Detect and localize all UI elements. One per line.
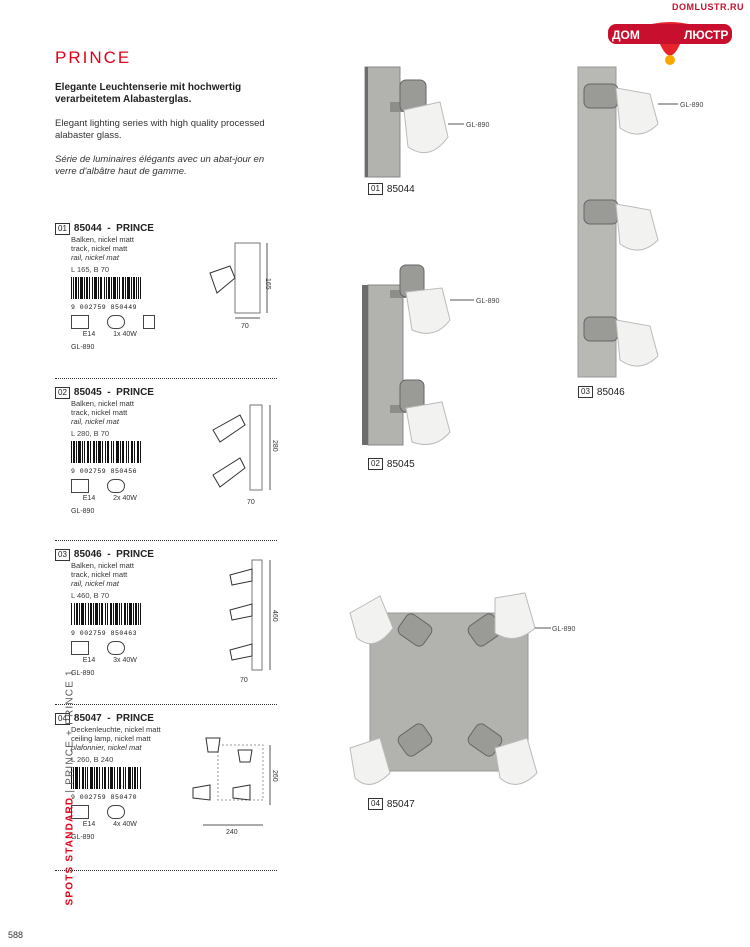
dimensions: L 280, B 70: [71, 429, 110, 438]
barcode-graphic: [71, 277, 141, 299]
product-code: 85045: [73, 387, 102, 398]
technical-drawing-85045: [205, 400, 290, 510]
product-name: PRINCE: [116, 223, 154, 234]
socket-icon: [71, 315, 89, 329]
page-number: 588: [8, 930, 24, 940]
product-code: 85046: [73, 549, 102, 560]
technical-drawing-85047: [188, 730, 288, 838]
desc-de: Balken, nickel matt: [71, 235, 134, 244]
glass-code: GL-890: [71, 508, 95, 515]
bulb-icon: [107, 641, 125, 655]
dimensions: L 260, B 240: [71, 755, 114, 764]
desc-de: Deckenleuchte, nickel matt: [71, 725, 161, 734]
desc-en: ceiling lamp, nickel matt: [71, 734, 151, 743]
product-photo-85044: [360, 62, 510, 180]
logo-right-text: ЛЮСТР: [684, 28, 729, 42]
bulb-icon: [107, 805, 125, 819]
product-number: 04: [55, 713, 70, 725]
product-name: PRINCE: [116, 713, 154, 724]
product-name: PRINCE: [116, 387, 154, 398]
desc-fr: rail, nickel mat: [71, 253, 119, 262]
side-section-label: SPOTS STANDARD | PRINCE + PRINCE 1: [64, 669, 76, 906]
socket-label: E14: [82, 821, 96, 828]
barcode-number: 9 002759 850456: [71, 468, 138, 475]
switch-icon: [143, 315, 155, 329]
dimensions: L 165, B 70: [71, 265, 110, 274]
barcode-graphic: [71, 767, 141, 789]
bulb-icon: [107, 315, 125, 329]
dim-width: 70: [241, 323, 249, 330]
desc-en: track, nickel matt: [71, 408, 128, 417]
desc-en: track, nickel matt: [71, 244, 128, 253]
divider: [55, 378, 277, 379]
glass-callout: GL-890: [552, 626, 576, 633]
product-name: PRINCE: [116, 549, 154, 560]
dim-width: 70: [247, 499, 255, 506]
barcode-number: 9 002759 850463: [71, 630, 138, 637]
product-photo-85047: [345, 588, 585, 798]
power-label: 1x 40W: [113, 331, 137, 338]
desc-en: track, nickel matt: [71, 570, 128, 579]
glass-callout: GL-890: [476, 298, 500, 305]
dim-height: 280: [271, 440, 278, 452]
logo-left-text: ДОМ: [612, 28, 640, 42]
divider: [55, 704, 277, 705]
desc-fr: rail, nickel mat: [71, 417, 119, 426]
glass-callout: GL-890: [680, 102, 704, 109]
product-block: 01 85044 - PRINCE Balken, nickel matt track, nickel matt rail, nickel mat L 165, B 70 9 002759 850449 E14 1x 40W GL-890: [55, 222, 277, 351]
barcode-graphic: [71, 603, 141, 625]
barcode-number: 9 002759 850470: [71, 794, 138, 801]
power-label: 4x 40W: [113, 821, 137, 828]
desc-de: Balken, nickel matt: [71, 399, 134, 408]
socket-icon: [71, 479, 89, 493]
site-url[interactable]: DOMLUSTR.RU: [672, 2, 744, 12]
power-label: 2x 40W: [113, 495, 137, 502]
dim-width: 70: [240, 677, 248, 684]
bulb-icon: [107, 479, 125, 493]
glass-code: GL-890: [71, 834, 95, 841]
product-block: 02 85045 - PRINCE Balken, nickel matt track, nickel matt rail, nickel mat L 280, B 70 9 002759 850456 E14 2x 40W GL-890: [55, 386, 277, 515]
socket-label: E14: [82, 657, 96, 664]
divider: [55, 540, 277, 541]
desc-fr: plafonnier, nickel mat: [71, 743, 142, 752]
desc-fr: rail, nickel mat: [71, 579, 119, 588]
dim-width: 240: [226, 829, 238, 836]
technical-drawing-85044: [195, 238, 285, 330]
photo-label: 01 85044: [368, 183, 415, 195]
glass-callout: GL-890: [466, 122, 490, 129]
technical-drawing-85046: [222, 555, 292, 685]
photo-label: 02 85045: [368, 458, 415, 470]
divider: [55, 870, 277, 871]
product-number: 01: [55, 223, 70, 235]
barcode-graphic: [71, 441, 141, 463]
intro-french: Série de luminaires élégants avec un abat-jour en verre d'albâtre haut de gamme.: [55, 154, 265, 177]
barcode-number: 9 002759 850449: [71, 304, 138, 311]
intro-german: Elegante Leuchtenserie mit hochwertig verarbeitetem Alabasterglas.: [55, 82, 242, 105]
dimensions: L 460, B 70: [71, 591, 110, 600]
brand-logo: [600, 12, 740, 67]
glass-code: GL-890: [71, 670, 95, 677]
page-title: PRINCE: [55, 48, 132, 67]
product-photo-85046: [570, 62, 720, 382]
photo-label: 03 85046: [578, 386, 625, 398]
product-photo-85045: [360, 260, 510, 450]
dim-height: 165: [264, 278, 271, 290]
intro-english: Elegant lighting series with high quality processed alabaster glass.: [55, 118, 265, 141]
power-label: 3x 40W: [113, 657, 137, 664]
product-number: 03: [55, 549, 70, 561]
photo-label: 04 85047: [368, 798, 415, 810]
product-block: 04 85047 - PRINCE Deckenleuchte, nickel matt ceiling lamp, nickel matt plafonnier, nickel mat L 260, B 240 9 002759 850470 E14 4x 40W GL-890: [55, 712, 277, 841]
dim-height: 460: [271, 610, 278, 622]
product-number: 02: [55, 387, 70, 399]
dim-height: 260: [271, 770, 278, 782]
socket-label: E14: [82, 495, 96, 502]
product-code: 85047: [73, 713, 102, 724]
product-code: 85044: [73, 223, 102, 234]
glass-code: GL-890: [71, 344, 95, 351]
product-block: 03 85046 - PRINCE Balken, nickel matt track, nickel matt rail, nickel mat L 460, B 70 9 002759 850463 E14 3x 40W GL-890: [55, 548, 277, 677]
desc-de: Balken, nickel matt: [71, 561, 134, 570]
socket-label: E14: [82, 331, 96, 338]
